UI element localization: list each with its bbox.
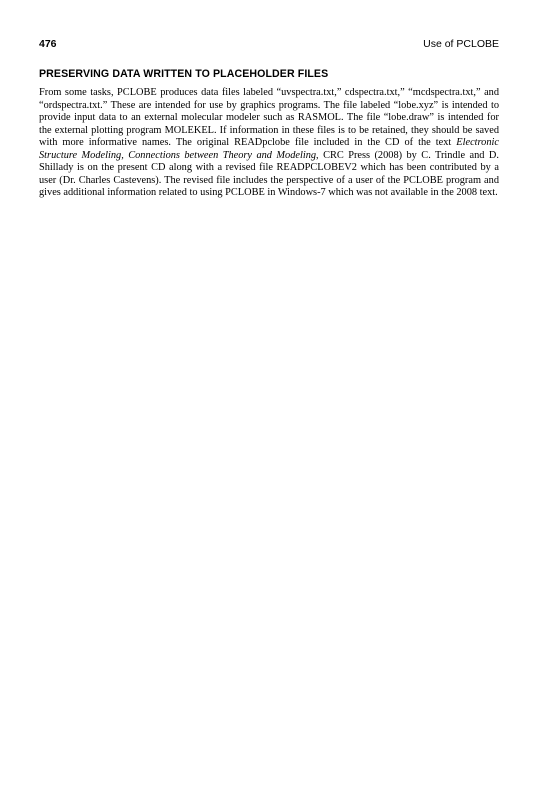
section-heading: PRESERVING DATA WRITTEN TO PLACEHOLDER FILES <box>39 68 329 80</box>
paragraph-text-part1: From some tasks, PCLOBE produces data files labeled “uvspectra.txt,” cdspectra.txt,” “mcdspectra.txt,” and “ordspectra.txt.” These are intended for use by graphics programs. The file labeled “lobe.xyz” is intended to provide input data to an external molecular modeler such as RASMOL. The file “lobe.draw” is intended for the external plotting program MOLEKEL. If information in these files is to be retained, they should be saved with more informative names. The original READpclobe file included in the CD of the text <box>39 87 499 148</box>
running-head <box>39 38 499 54</box>
page-number: 476 <box>39 38 57 50</box>
paragraph-text-part2: , CRC Press (2008) by C. Trindle and D. Shillady is on the present CD along with a revised file READPCLOBEV2 which has been contributed by a user (Dr. Charles Castevens). The revised file includes the perspective of a user of the PCLOBE program and gives additional information related to using PCLOBE in Windows-7 which was not available in the 2008 text. <box>39 149 499 198</box>
running-title: Use of PCLOBE <box>423 38 499 50</box>
book-title: Electronic Structure Modeling, Connections between Theory and Modeling <box>39 137 499 161</box>
body-paragraph <box>39 87 499 200</box>
